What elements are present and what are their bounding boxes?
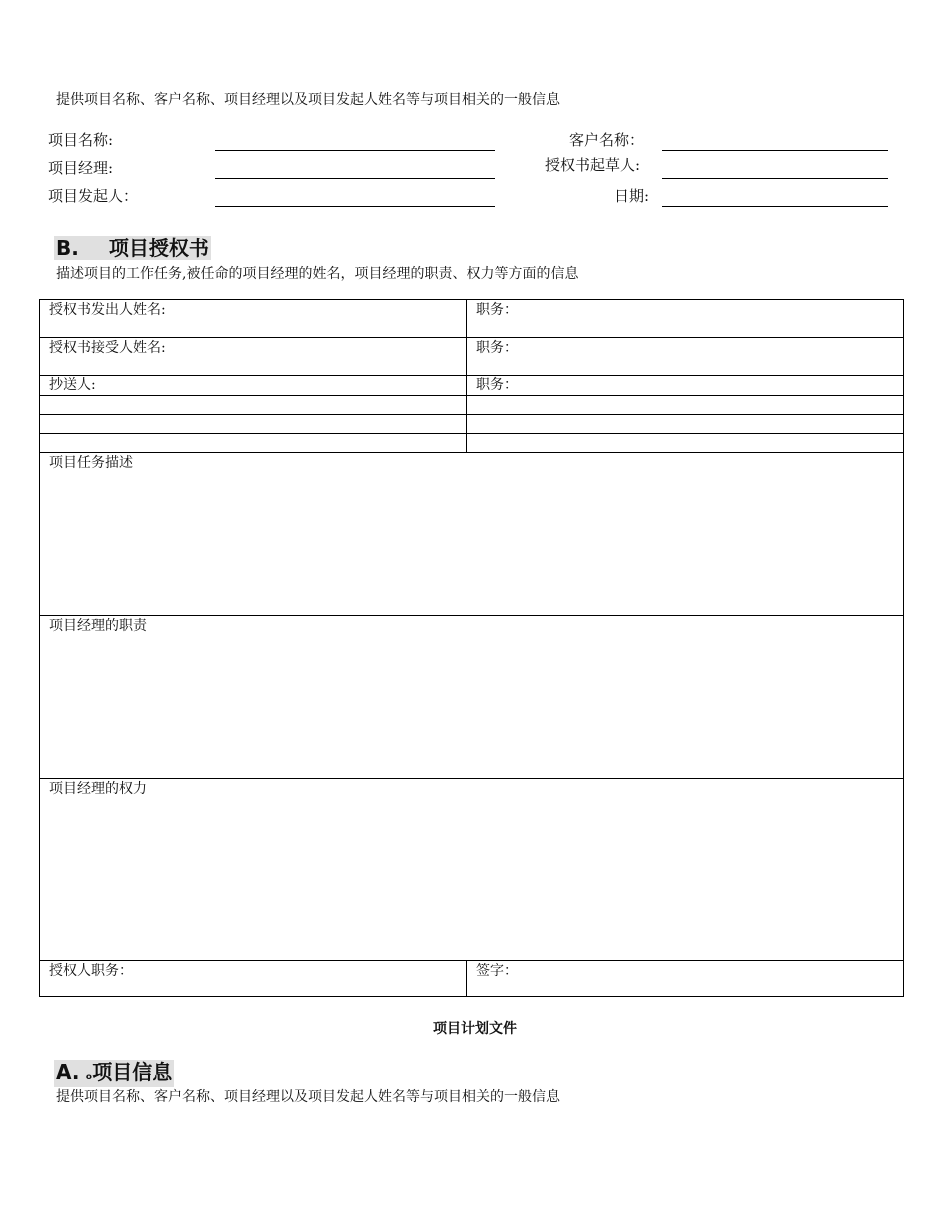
project-sponsor-label: 项目发起人：	[48, 187, 139, 205]
pm-authority-cell[interactable]: 项目经理的权力	[40, 779, 904, 961]
issuer-name-cell[interactable]: 授权书发出人姓名:	[40, 300, 467, 338]
blank-cell[interactable]	[467, 415, 904, 434]
authorizer-title-cell[interactable]: 授权人职务：	[40, 961, 467, 997]
project-manager-label: 项目经理:	[48, 159, 114, 177]
project-name-label: 项目名称:	[48, 131, 114, 149]
client-name-field[interactable]	[662, 150, 888, 151]
table-row	[40, 300, 904, 338]
table-row	[40, 376, 904, 396]
receiver-name-cell[interactable]: 授权书接受人姓名:	[40, 338, 467, 376]
blank-cell[interactable]	[40, 396, 467, 415]
table-row	[40, 961, 904, 997]
table-row	[40, 434, 904, 453]
blank-cell[interactable]	[40, 434, 467, 453]
table-row	[40, 338, 904, 376]
signature-cell[interactable]: 签字：	[467, 961, 904, 997]
plan-document-title: 项目计划文件	[433, 1021, 517, 1037]
charter-drafter-label: 授权书起草人:	[545, 156, 641, 174]
blank-cell[interactable]	[40, 415, 467, 434]
table-row	[40, 396, 904, 415]
issuer-title-cell[interactable]: 职务：	[467, 300, 904, 338]
blank-cell[interactable]	[467, 434, 904, 453]
authorization-table	[39, 299, 904, 997]
section-a-marker: ₒ	[85, 1067, 93, 1083]
table-row	[40, 616, 904, 779]
client-name-label: 客户名称：	[569, 131, 645, 149]
table-row	[40, 453, 904, 616]
section-a-description: 提供项目名称、客户名称、项目经理以及项目发起人姓名等与项目相关的一般信息	[56, 1089, 560, 1105]
table-row	[40, 779, 904, 961]
task-description-cell[interactable]: 项目任务描述	[40, 453, 904, 616]
section-a-heading	[54, 1060, 174, 1087]
cc-title-cell[interactable]: 职务：	[467, 376, 904, 396]
project-manager-field[interactable]	[215, 178, 495, 179]
table-row	[40, 415, 904, 434]
cc-cell[interactable]: 抄送人:	[40, 376, 467, 396]
receiver-title-cell[interactable]: 职务：	[467, 338, 904, 376]
date-field[interactable]	[662, 206, 888, 207]
section-a-letter: A.	[56, 1060, 80, 1084]
intro-text: 提供项目名称、客户名称、项目经理以及项目发起人姓名等与项目相关的一般信息	[56, 92, 560, 108]
section-b-heading	[54, 236, 211, 260]
project-name-field[interactable]	[215, 150, 495, 151]
blank-cell[interactable]	[467, 396, 904, 415]
pm-responsibilities-cell[interactable]: 项目经理的职责	[40, 616, 904, 779]
section-b-description: 描述项目的工作任务,被任命的项目经理的姓名，项目经理的职责、权力等方面的信息	[56, 266, 579, 282]
date-label: 日期:	[614, 187, 650, 205]
project-sponsor-field[interactable]	[215, 206, 495, 207]
section-b-letter: B.	[56, 236, 79, 260]
charter-drafter-field[interactable]	[662, 178, 888, 179]
section-a-title: 项目信息	[92, 1060, 173, 1084]
section-b-title: 项目授权书	[108, 236, 209, 260]
